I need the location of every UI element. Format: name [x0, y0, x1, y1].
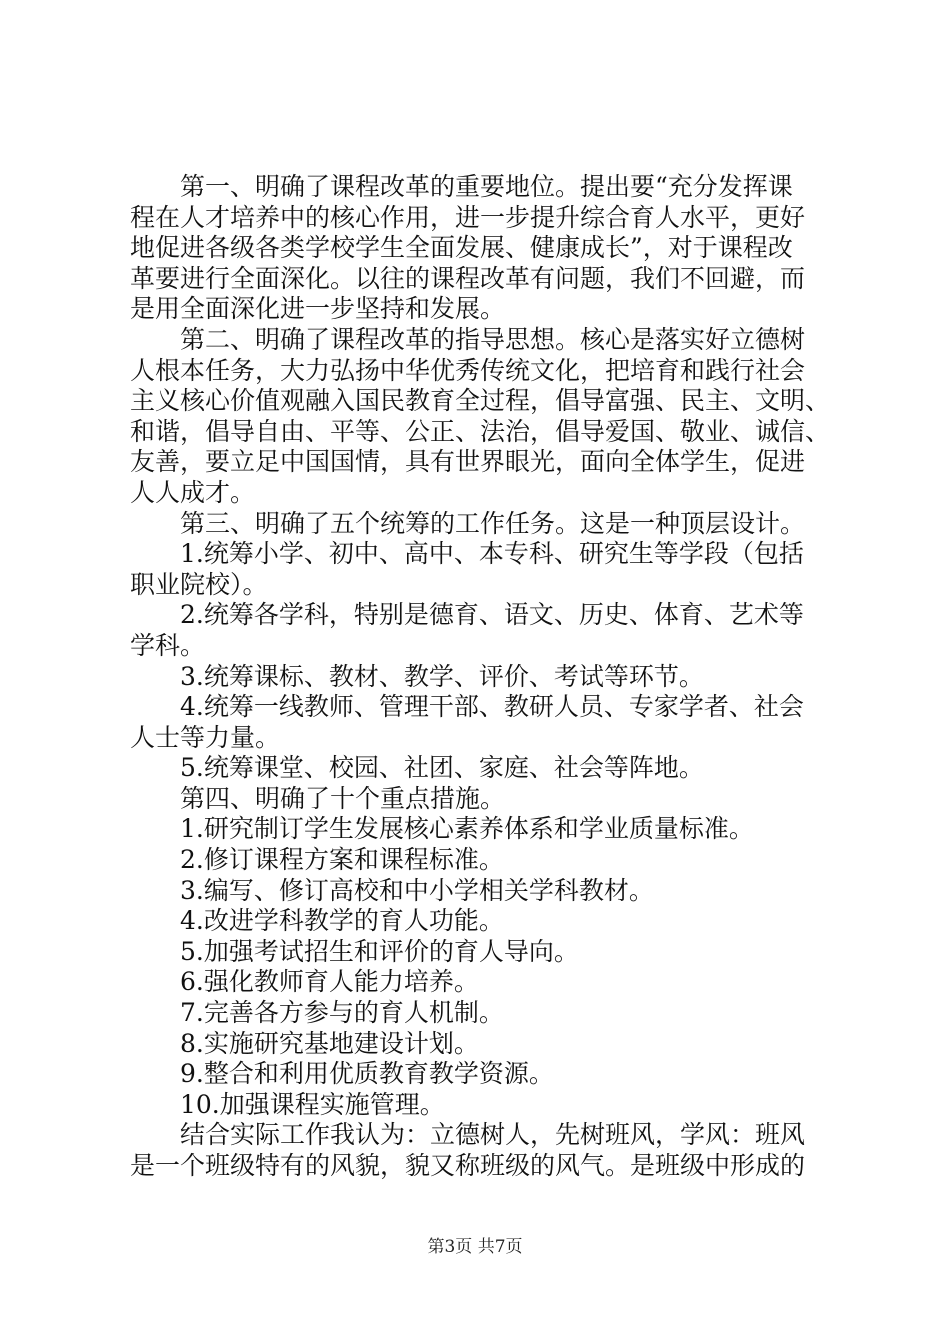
text-line: 是一个班级特有的风貌，貌又称班级的风气。是班级中形成的: [130, 1151, 806, 1180]
text-line: 人根本任务，大力弘扬中华优秀传统文化，把培育和践行社会: [130, 355, 806, 385]
text-line: 主义核心价值观融入国民教育全过程，倡导富强、民主、文明、: [130, 386, 831, 416]
text-line: 2.修订课程方案和课程标准。: [180, 845, 504, 875]
paragraph: [130, 998, 830, 1029]
paragraph: [130, 784, 830, 815]
text-line: 人士等力量。: [130, 722, 281, 752]
paragraph: [130, 1090, 830, 1121]
paragraph: [130, 509, 830, 540]
text-line: 第三、明确了五个统筹的工作任务。这是一种顶层设计。: [180, 508, 806, 538]
text-line: 8.实施研究基地建设计划。: [180, 1028, 479, 1058]
text-line: 程在人才培养中的核心作用，进一步提升综合育人水平，更好: [130, 202, 806, 232]
page-footer: [0, 1232, 950, 1257]
paragraph: [130, 1120, 830, 1181]
text-line: 学科。: [130, 630, 206, 660]
text-line: 1.统筹小学、初中、高中、本专科、研究生等学段（包括: [180, 539, 804, 569]
text-line: 友善，要立足中国国情，具有世界眼光，面向全体学生，促进: [130, 447, 806, 477]
text-line: 7.完善各方参与的育人机制。: [180, 998, 504, 1028]
paragraph: [130, 753, 830, 784]
paragraph: [130, 692, 830, 753]
text-line: 4.改进学科教学的育人功能。: [180, 906, 504, 936]
page-number: 第3页 共7页: [427, 1237, 523, 1257]
text-line: 第一、明确了课程改革的重要地位。提出要“充分发挥课: [180, 172, 793, 201]
paragraph: [130, 539, 830, 600]
text-line: 3.统筹课标、教材、教学、评价、考试等环节。: [180, 661, 704, 691]
text-line: 5.统筹课堂、校园、社团、家庭、社会等阵地。: [180, 753, 704, 783]
paragraph: [130, 814, 830, 845]
paragraph: [130, 937, 830, 968]
text-line: 第四、明确了十个重点措施。: [180, 783, 506, 813]
text-line: 是用全面深化进一步坚持和发展。: [130, 294, 506, 324]
text-line: 5.加强考试招生和评价的育人导向。: [180, 936, 579, 966]
document-body: [130, 172, 830, 1182]
text-line: 革要进行全面深化。以往的课程改革有问题，我们不回避，而: [130, 263, 806, 293]
paragraph: [130, 1029, 830, 1060]
paragraph: [130, 876, 830, 907]
paragraph: [130, 1059, 830, 1090]
text-line: 3.编写、修订高校和中小学相关学科教材。: [180, 875, 654, 905]
paragraph: [130, 967, 830, 998]
text-line: 结合实际工作我认为：立德树人，先树班风，学风：班风: [180, 1120, 806, 1150]
text-line: 职业院校）。: [130, 569, 268, 599]
text-line: 地促进各级各类学校学生全面发展、健康成长”，对于课程改: [130, 233, 793, 263]
text-line: 10.加强课程实施管理。: [180, 1089, 445, 1119]
paragraph: [130, 172, 830, 325]
paragraph: [130, 662, 830, 693]
paragraph: [130, 906, 830, 937]
text-line: 人人成才。: [130, 477, 256, 507]
text-line: 9.整合和利用优质教育教学资源。: [180, 1059, 554, 1089]
text-line: 2.统筹各学科，特别是德育、语文、历史、体育、艺术等: [180, 600, 804, 630]
paragraph: [130, 325, 830, 509]
text-line: 和谐，倡导自由、平等、公正、法治，倡导爱国、敬业、诚信、: [130, 416, 831, 446]
paragraph: [130, 600, 830, 661]
paragraph: [130, 845, 830, 876]
text-line: 第二、明确了课程改革的指导思想。核心是落实好立德树: [180, 324, 806, 354]
text-line: 1.研究制订学生发展核心素养体系和学业质量标准。: [180, 814, 754, 844]
text-line: 4.统筹一线教师、管理干部、教研人员、专家学者、社会: [180, 692, 804, 722]
text-line: 6.强化教师育人能力培养。: [180, 967, 479, 997]
